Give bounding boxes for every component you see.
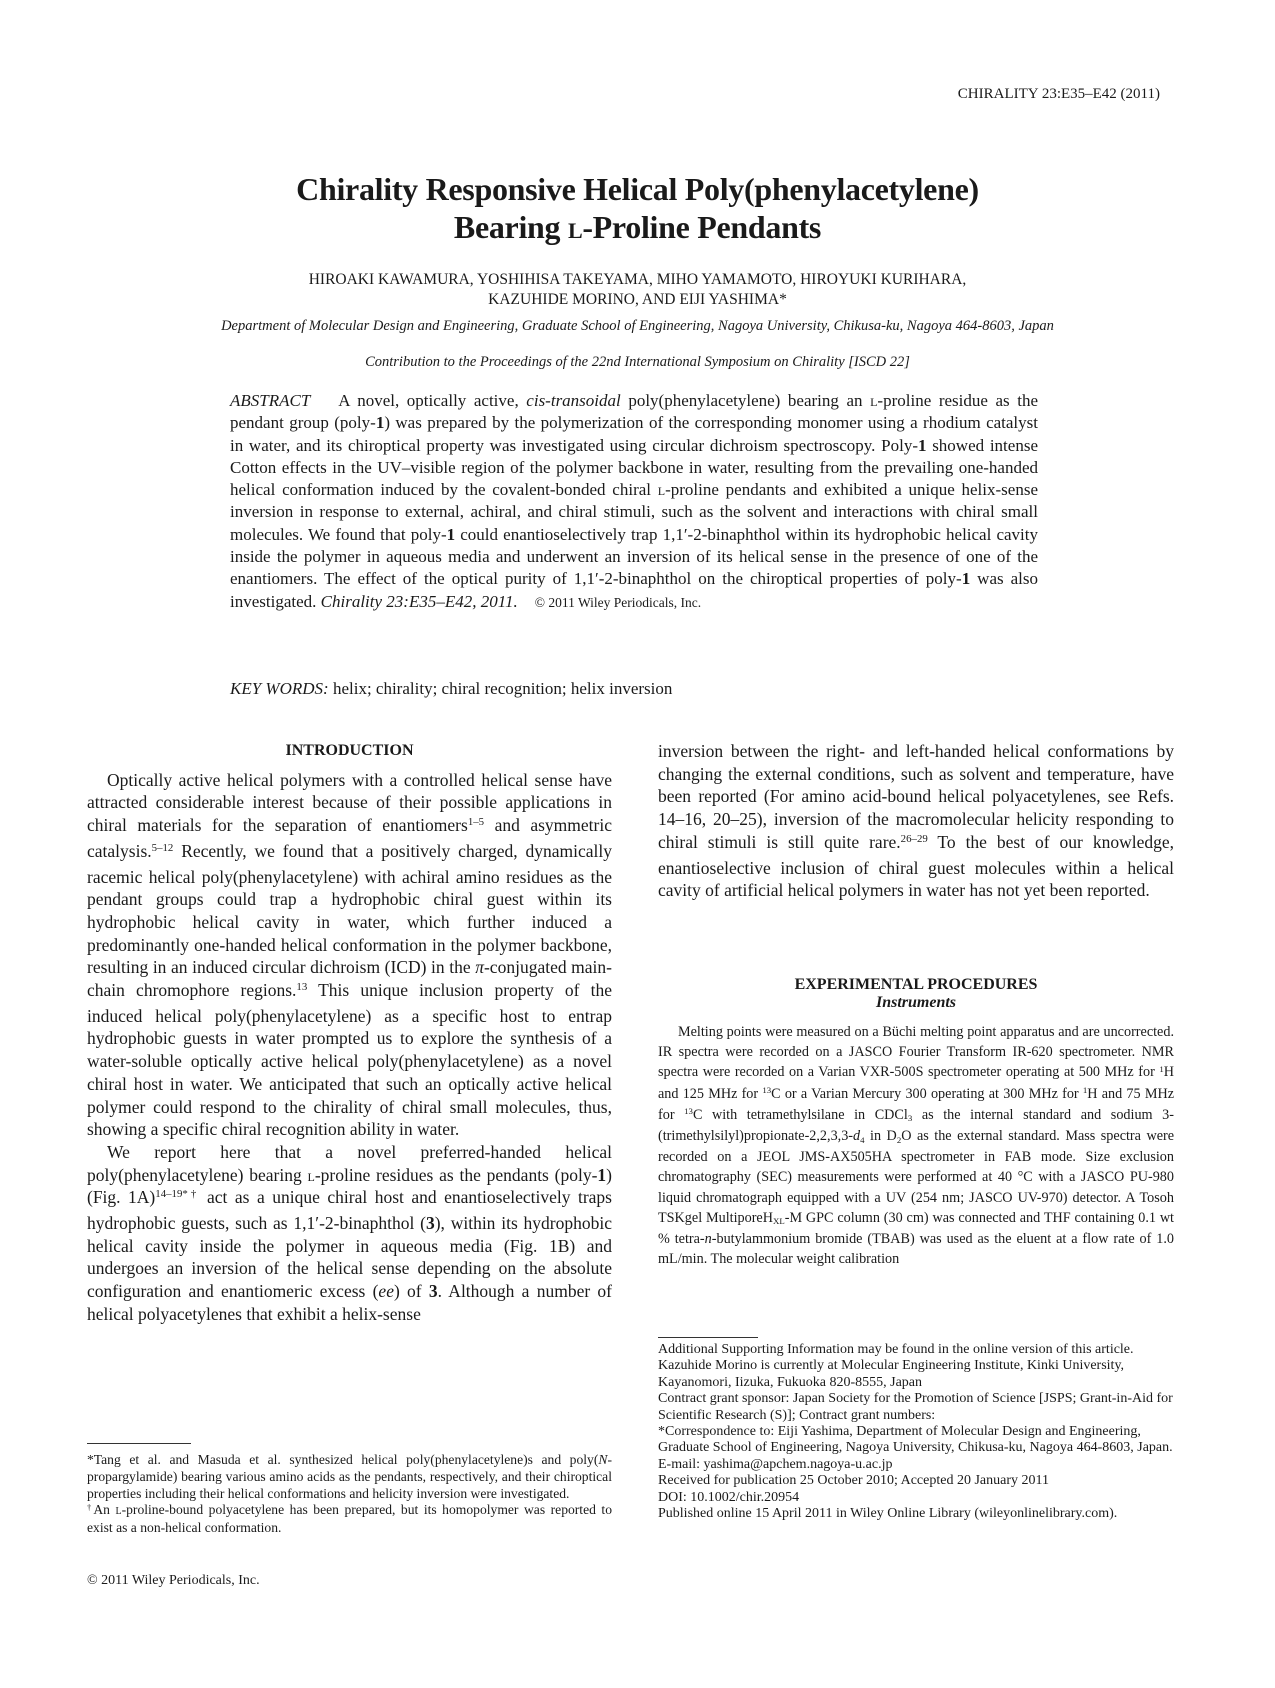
contribution-note: Contribution to the Proceedings of the 22nd International Symposium on Chirality [ISCD 22] xyxy=(365,354,910,370)
authors-line-1: HIROAKI KAWAMURA, YOSHIHISA TAKEYAMA, MIHO YAMAMOTO, HIROYUKI KURIHARA, xyxy=(308,271,967,288)
keywords-label: KEY WORDS: xyxy=(230,679,329,698)
experimental-heading: EXPERIMENTAL PROCEDURES xyxy=(794,976,1038,993)
introduction-heading: INTRODUCTION xyxy=(285,742,414,759)
note-doi: DOI: 10.1002/chir.20954 xyxy=(658,1489,800,1505)
abstract-citation: Chirality 23:E35–E42, 2011. xyxy=(320,591,518,611)
note-morino-address: Kazuhide Morino is currently at Molecular Engineering Institute, Kinki University, Kayanomori, Iizuka, Fukuoka 820-8555, Japan xyxy=(658,1358,1125,1390)
note-received: Received for publication 25 October 2010; Accepted 20 January 2011 xyxy=(658,1473,1049,1489)
abstract-label: ABSTRACT xyxy=(230,391,311,410)
instruments-subheading: Instruments xyxy=(875,994,957,1011)
left-column xyxy=(87,740,612,1326)
intro-paragraph-1: Optically active helical polymers with a controlled helical sense have attracted considerable interest because of their possible applications in chiral materials for the separation of enantiomers$^{1-5}$ and asymmetric catalysis.$^{5-12}$ Recently, we found that a positively charged, dynamically racemic helical poly(phenylacetylene) with achiral amino residues as the pendant groups could trap a hydrophobic chiral guest within its hydrophobic helical cavity in water, which further induced a predominantly one-handed helical conformation in the polymer backbone, resulting in an induced circular dichroism (ICD) in the π-conjugated main-chain chromophore regions.$^{13}$ This unique inclusion property of the induced helical poly(phenylacetylene) as a specific host to entrap hydrophobic guests in water prompted us to explore the synthesis of a water-soluble optically active helical poly(phenylacetylene) as a novel chiral host in water. We anticipated that such an optically active helical polymer could respond to the chirality of chiral small molecules, thus, showing a specific chiral recognition ability in water. xyxy=(87,769,612,1140)
keywords-text: helix; chirality; chiral recognition; helix inversion xyxy=(328,679,673,698)
note-supporting-info: Additional Supporting Information may be found in the online version of this article. xyxy=(658,1342,1134,1357)
article-title xyxy=(0,170,1275,246)
footnote-1: *Tang et al. and Masuda et al. synthesized helical poly(phenylacetylene)s and poly(N-propargylamide) bearing various amino acids as the pendants, respectively, and their chiroptical properties including their helical conformations and helicity inversion were investigated. xyxy=(87,1452,612,1501)
intro-continued: inversion between the right- and left-handed helical conformations by changing the external conditions, such as solvent and temperature, have been reported (For amino acid-bound helical polyacetylenes, see Refs. 14–16, 20–25), inversion of the macromolecular helicity responding to chiral stimuli is still quite rare.$^{26-29}$ To the best of our knowledge, enantioselective inclusion of chiral guest molecules within a helical cavity of artificial helical polymers in water has not yet been reported. xyxy=(658,741,1174,901)
affiliation: Department of Molecular Design and Engineering, Graduate School of Engineering, Nagoya University, Chikusa-ku, Nagoya 464-8603, Japan xyxy=(221,318,1054,334)
abstract-copyright: © 2011 Wiley Periodicals, Inc. xyxy=(534,594,702,610)
note-correspondence: *Correspondence to: Eiji Yashima, Department of Molecular Design and Engineering, Graduate School of Engineering, Nagoya University, Chikusa-ku, Nagoya 464-8603, Japan. E-mail: yashima@apchem.nagoya-u.ac.jp xyxy=(658,1424,1173,1472)
page-copyright: © 2011 Wiley Periodicals, Inc. xyxy=(87,1573,260,1588)
footnote-divider-left xyxy=(87,1443,191,1444)
footnote-divider-right xyxy=(658,1337,758,1338)
footnotes-right xyxy=(658,1342,1174,1522)
abstract: ABSTRACT A novel, optically active, cis-transoidal poly(phenylacetylene) bearing an l-proline residue as the pendant group (poly-1) was prepared by the polymerization of the corresponding monomer using a rhodium catalyst in water, and its chiroptical property was investigated using circular dichroism spectroscopy. Poly-1 showed intense Cotton effects in the UV–visible region of the polymer backbone in water, resulting from the prevailing one-handed helical conformation induced by the covalent-bonded chiral l-proline pendants and exhibited a unique helix-sense inversion in response to external, achiral, and chiral stimuli, such as the solvent and interactions with chiral small molecules. We found that poly-1 could enantioselectively trap 1,1′-2-binaphthol within its hydrophobic helical cavity inside the polymer in aqueous media and underwent an inversion of its helical sense in the presence of one of the enantiomers. The effect of the optical purity of 1,1′-2-binaphthol on the chiroptical properties of poly-1 was also investigated. Chirality 23:E35–E42, 2011. © 2011 Wiley Periodicals, Inc. xyxy=(230,391,1038,611)
footnotes-left xyxy=(87,1452,612,1537)
note-grant: Contract grant sponsor: Japan Society for the Promotion of Science [JSPS; Grant-in-Aid for Scientific Research (S)]; Contract grant numbers: xyxy=(658,1391,1173,1423)
journal-header: CHIRALITY 23:E35–E42 (2011) xyxy=(957,86,1160,102)
intro-paragraph-2: We report here that a novel preferred-handed helical poly(phenylacetylene) bearing l-proline residues as the pendants (poly-1) (Fig. 1A)$^{14-19*\dagger}$ act as a unique chiral host and enantioselectively traps hydrophobic guests, such as 1,1′-2-binaphthol (3), within its hydrophobic helical cavity inside the polymer in aqueous media (Fig. 1B) and undergoes an inversion of the helical sense depending on the absolute configuration and enantiomeric excess (ee) of 3. Although a number of helical polyacetylenes that exhibit a helix-sense xyxy=(87,1141,612,1324)
author-list xyxy=(0,270,1275,310)
experimental-section xyxy=(658,976,1174,1269)
note-published: Published online 15 April 2011 in Wiley Online Library (wileyonlinelibrary.com). xyxy=(658,1506,1118,1522)
instruments-paragraph: Melting points were measured on a Büchi melting point apparatus and are uncorrected. IR spectra were recorded on a JASCO Fourier Transform IR-620 spectrometer. NMR spectra were recorded on a Varian VXR-500S spectrometer operating at 500 MHz for $^1$H and 125 MHz for $^{13}$C or a Varian Mercury 300 operating at 300 MHz for $^1$H and 75 MHz for $^{13}$C with tetramethylsilane in CDCl$_3$ as the internal standard and sodium $3-(trimethylsilyl)propionate-2,2,3,3-d_4$ in $D_2O$ as the external standard. Mass spectra were recorded on a JEOL JMS-AX505HA spectrometer in FAB mode. Size exclusion chromatography (SEC) measurements were performed at 40 °C with a JASCO PU-980 liquid chromatograph equipped with a UV (254 nm; JASCO UV-970) detector. A Tosoh TSKgel MultiporeH$_{XL}$-M GPC column (30 cm) was connected and THF containing 0.1 wt % tetra-n-butylammonium bromide (TBAB) was used as the eluent at a flow rate of 1.0 mL/min. The molecular weight calibration xyxy=(658,1024,1175,1268)
right-column-intro xyxy=(658,740,1174,902)
keywords xyxy=(230,679,672,699)
authors-line-2: KAZUHIDE MORINO, AND EIJI YASHIMA* xyxy=(488,291,787,308)
title-line-2: Bearing l-Proline Pendants xyxy=(453,209,822,245)
footnote-2: †An l-proline-bound polyacetylene has been prepared, but its homopolymer was reported to exist as a non-helical conformation. xyxy=(87,1501,613,1536)
title-line-1: Chirality Responsive Helical Poly(phenylacetylene) xyxy=(296,171,979,207)
